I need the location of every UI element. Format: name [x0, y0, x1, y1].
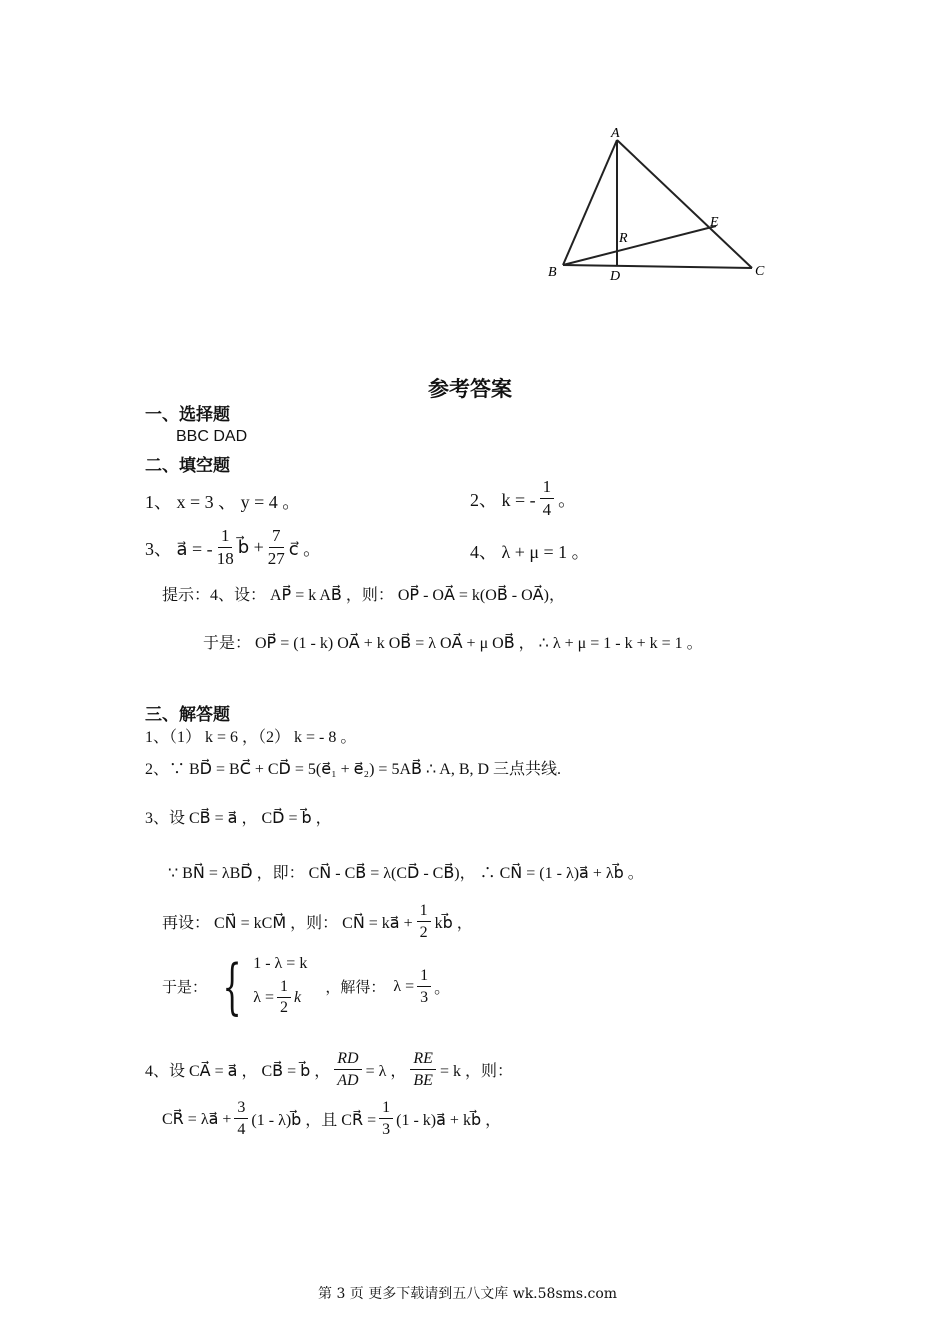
- denominator: 4: [542, 500, 552, 519]
- solve-item-2: 2、∵ BD⃗ = BC⃗ + CD⃗ = 5(e⃗₁ + e⃗₂) = 5AB⃗ ∴ A, B, D 三点共线.: [145, 761, 562, 778]
- fill-heading: 二、填空题: [145, 456, 230, 476]
- solve-item-1: 1、（1） k = 6 ，（2） k = - 8 。: [145, 729, 357, 746]
- solve-item-4-line-1: [145, 1048, 513, 1091]
- label-c: C: [755, 264, 765, 279]
- fill-item-2: [470, 476, 576, 521]
- solve-item-3-line-3: [162, 900, 473, 943]
- fill-item-2-prefix: 2、 k = -: [470, 489, 536, 510]
- fraction: [410, 1048, 436, 1091]
- fill-item-3-mid: b⃗ +: [237, 537, 264, 557]
- fraction: [277, 977, 291, 1018]
- item-4-line-2-a: CR⃗ = λa⃗ +: [162, 1110, 232, 1128]
- fill-item-3-prefix: 3、 a⃗ = -: [145, 538, 213, 559]
- solve-item-3-line-2: ∵ BN⃗ = λBD⃗ ，即： CN⃗ - CB⃗ = λ(CD⃗ - CB⃗)， ∴ CN⃗ = (1 - λ)a⃗ + λb⃗ 。: [168, 865, 644, 882]
- fraction: [334, 1048, 361, 1091]
- solve-item-3-line-3-prefix: 再设： CN⃗ = kCM⃗ ，则： CN⃗ = ka⃗ +: [162, 915, 413, 932]
- page-footer: 第 3 页 更多下载请到五八文库 wk.58sms.com: [318, 1286, 618, 1302]
- label-r: R: [619, 231, 628, 246]
- system-eq-2-prefix: λ =: [253, 988, 274, 1006]
- fraction: [379, 1097, 393, 1140]
- fraction: [540, 476, 555, 521]
- fraction: [217, 525, 234, 570]
- side-bc: [563, 265, 752, 268]
- numerator: RD: [334, 1048, 361, 1070]
- fill-hint-line-1: 提示：4、设： AP⃗ = k AB⃗ ，则： OP⃗ - OA⃗ = k(OB⃗ - OA⃗)，: [162, 587, 565, 604]
- item-4-line-2-c: (1 - k)a⃗ + kb⃗ ，: [396, 1112, 502, 1129]
- system-eq-1: 1 - λ = k: [253, 955, 308, 972]
- denominator: AD: [337, 1072, 359, 1089]
- label-a: A: [611, 126, 620, 141]
- page-title: 参考答案: [428, 376, 512, 401]
- fraction: [268, 525, 285, 570]
- fill-hint-line-2: 于是： OP⃗ = (1 - k) OA⃗ + k OB⃗ = λ OA⃗ + μ OB⃗ ， ∴ λ + μ = 1 - k + k = 1 。: [203, 635, 703, 652]
- item-4-f2-suffix: = k ，则：: [439, 1063, 513, 1080]
- denominator: 2: [419, 924, 428, 941]
- system-label: 于是：: [162, 978, 208, 996]
- side-ab: [563, 140, 617, 265]
- numerator: 1: [218, 525, 233, 548]
- denominator: 4: [237, 1121, 246, 1138]
- label-e: E: [710, 215, 719, 230]
- denominator: 3: [420, 989, 429, 1006]
- denominator: 2: [279, 999, 288, 1016]
- numerator: 1: [379, 1097, 393, 1119]
- denominator: BE: [413, 1072, 433, 1089]
- fraction: [417, 965, 431, 1008]
- solve-item-3-system: [162, 951, 451, 1022]
- fill-item-4: 4、 λ + μ = 1 。: [470, 542, 590, 562]
- system-equations: [253, 955, 307, 1018]
- label-b: B: [548, 265, 557, 280]
- fill-item-2-suffix: 。: [558, 489, 577, 510]
- left-brace: {: [222, 951, 242, 1022]
- segment-be: [563, 226, 716, 265]
- numerator: 1: [417, 965, 431, 987]
- system-eq-2: [253, 977, 307, 1018]
- numerator: 1: [540, 476, 555, 499]
- item-4-line-2-b: (1 - λ)b⃗ ，且 CR⃗ =: [251, 1112, 377, 1129]
- denominator: 18: [216, 549, 234, 568]
- numerator: 7: [269, 525, 284, 548]
- numerator: RE: [410, 1048, 436, 1070]
- fill-item-3-suffix: c⃗ 。: [288, 538, 322, 559]
- solve-heading: 三、解答题: [145, 705, 230, 725]
- item-4-f1-suffix: = λ ，: [365, 1063, 407, 1080]
- item-4-prefix: 4、设 CA⃗ = a⃗ ， CB⃗ = b⃗ ，: [145, 1063, 331, 1080]
- choice-answers: BBC DAD: [176, 428, 248, 445]
- solve-item-3-line-3-suffix: kb⃗ ，: [434, 915, 473, 932]
- numerator: 1: [277, 977, 291, 998]
- denominator: 27: [267, 549, 285, 568]
- solve-label: ，解得：: [325, 978, 386, 996]
- result-prefix: λ =: [393, 977, 415, 995]
- fill-item-3: [145, 525, 321, 570]
- side-ac: [617, 140, 752, 268]
- choice-heading: 一、选择题: [145, 405, 230, 425]
- result-suffix: 。: [434, 980, 451, 997]
- numerator: 3: [234, 1097, 248, 1119]
- fraction: [417, 900, 431, 943]
- solve-item-4-line-2: [162, 1097, 501, 1140]
- solve-item-3-line-1: 3、设 CB⃗ = a⃗ ， CD⃗ = b⃗ ，: [145, 810, 332, 827]
- fill-item-1: 1、 x = 3 、 y = 4 。: [145, 492, 301, 512]
- denominator: 3: [382, 1121, 391, 1138]
- fraction: [234, 1097, 248, 1140]
- numerator: 1: [417, 900, 431, 922]
- triangle-figure: [540, 120, 780, 290]
- system-eq-2-suffix: k: [293, 988, 302, 1006]
- label-d: D: [610, 269, 621, 284]
